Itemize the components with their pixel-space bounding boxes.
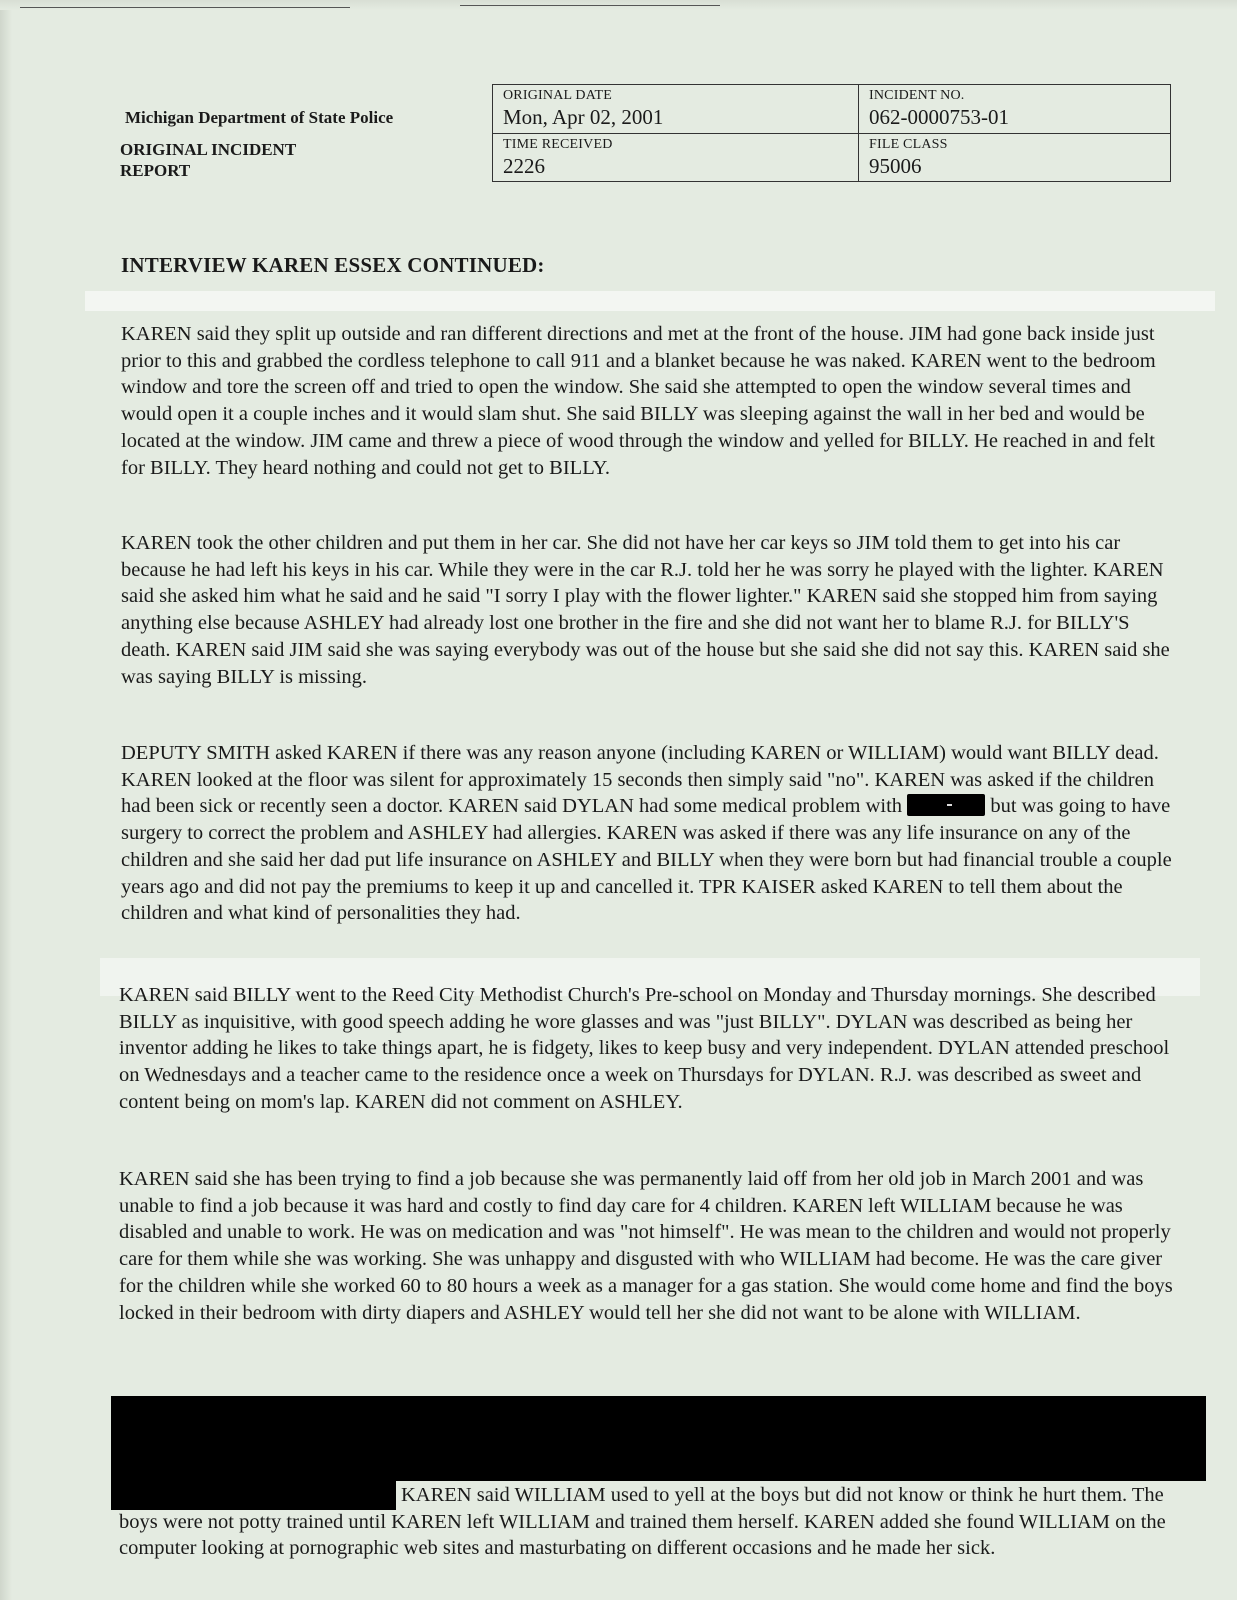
report-type: ORIGINAL INCIDENT REPORT	[120, 140, 296, 180]
incident-no-value: 062-0000753-01	[869, 105, 1009, 129]
original-date-label: ORIGINAL DATE	[503, 88, 613, 103]
time-received-label: TIME RECEIVED	[503, 137, 613, 152]
file-class-value: 95006	[869, 154, 922, 178]
paragraph: KAREN said BILLY went to the Reed City Methodist Church's Pre-school on Monday and Thursday mornings. She described BILLY as inquisitive, with good speech adding he wore glasses and was "just BILLY". DYLAN was described as being her inventor adding he likes to take things apart, he is fidgety, likes to keep busy and very independent. DYLAN attended preschool on Wednesdays and a teacher came to the residence once a week on Thursdays for DYLAN. R.J. was described as sweet and content being on mom's lap. KAREN did not comment on ASHLEY.	[119, 984, 1170, 1113]
original-date-value: Mon, Apr 02, 2001	[503, 105, 664, 129]
scan-highlight	[85, 291, 1215, 311]
paragraph: KAREN said they split up outside and ran different directions and met at the front of the house. JIM had gone back inside just prior to this and grabbed the cordless telephone to call 911 and a blanket because he was naked. KAREN went to the bedroom window and tore the screen off and tried to open the window. She said she attempted to open the window several times and would open it a couple inches and it would slam shut. She said BILLY was sleeping against the wall in her bed and would be located at the window. JIM came and threw a piece of wood through the window and yelled for BILLY. He reached in and felt for BILLY. They heard nothing and could not get to BILLY.	[121, 323, 1156, 479]
incident-no-label: INCIDENT NO.	[869, 88, 965, 103]
time-received-cell	[493, 133, 858, 181]
paragraph	[121, 740, 1181, 927]
scan-artifact	[460, 5, 720, 6]
redaction-mark	[907, 794, 985, 816]
redaction-block	[111, 1396, 1206, 1481]
time-received-value: 2226	[503, 154, 545, 178]
agency-name: Michigan Department of State Police	[125, 108, 394, 127]
file-class-label: FILE CLASS	[869, 137, 948, 152]
paragraph: KAREN took the other children and put them in her car. She did not have her car keys so JIM told them to get into his car because he had left his keys in his car. While they were in the car R.J. told her he was sorry he played with the lighter. KAREN said she asked him what he said and he said "I sorry I play with the flower lighter." KAREN said she stopped him from saying anything else because ASHLEY had already lost one brother in the fire and she did not want her to blame R.J. for BILLY'S death. KAREN said JIM said she was saying everybody was out of the house but she said she did not say this. KAREN said she was saying BILLY is missing.	[121, 532, 1170, 688]
incident-no-cell	[858, 85, 1170, 133]
paragraph-text: DEPUTY SMITH asked KAREN if there was any reason anyone (including KAREN or WILLIAM) would want BILLY dead. KAREN looked at the floor was silent for approximately 15 seconds then simply said "no". KAREN was asked if the children had been sick or recently seen a doctor. KAREN said DYLAN had some medical problem with	[121, 742, 1159, 818]
scan-edge	[0, 0, 12, 1600]
section-heading: INTERVIEW KAREN ESSEX CONTINUED:	[121, 253, 545, 277]
paragraph-text: but was going to have surgery to correct the problem and ASHLEY had allergies. KAREN was asked if there was any life insurance on any of the children and she said her dad put life insurance on ASHLEY and BILLY when they were born but had financial trouble a couple years ago and did not pay the premiums to keep it up and cancelled it. TPR KAISER asked KAREN to tell them about the children and what kind of personalities they had.	[121, 795, 1172, 925]
paragraph: KAREN said WILLIAM used to yell at the boys but did not know or think he hurt them. The boys were not potty trained until KAREN left WILLIAM and trained them herself. KAREN added she found WILLIAM on the computer looking at pornographic web sites and masturbating on different occasions and he made her sick.	[119, 1484, 1166, 1560]
original-date-cell	[493, 85, 858, 133]
scan-artifact	[20, 7, 350, 8]
paragraph: KAREN said she has been trying to find a job because she was permanently laid off from her old job in March 2001 and was unable to find a job because it was hard and costly to find day care for 4 children. KAREN left WILLIAM because he was disabled and unable to work. He was on medication and was "not himself". He was mean to the children and would not properly care for them while she was working. She was unhappy and disgusted with who WILLIAM had become. He was the care giver for the children while she worked 60 to 80 hours a week as a manager for a gas station. She would come home and find the boys locked in their bedroom with dirty diapers and ASHLEY would tell her she did not want to be alone with WILLIAM.	[119, 1168, 1173, 1324]
incident-info-box	[492, 84, 1171, 182]
file-class-cell	[858, 133, 1170, 181]
